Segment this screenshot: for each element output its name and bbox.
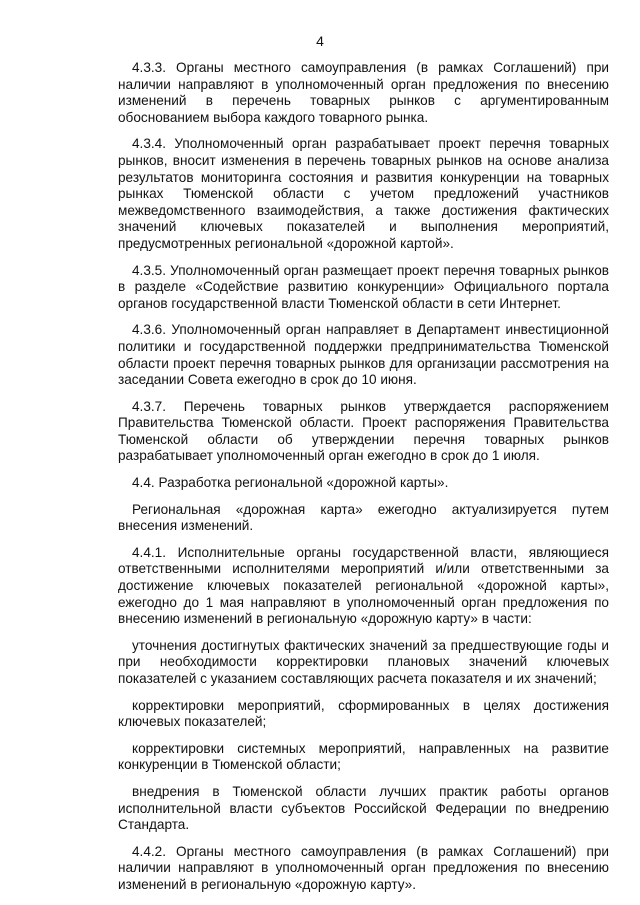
paragraph-4-4-2: 4.4.2. Органы местного самоуправления (в рамках Соглашений) при наличии направляют в уполномоченный орган предложения по внесению изменений в региональную «дорожную карту». (118, 843, 609, 892)
paragraph-4-3-7: 4.3.7. Перечень товарных рынков утверждается распоряжением Правительства Тюменской области. Проект распоряжения Правительства Тюменской области об утверждении перечня товарных рынков разрабатывает уполномоченный орган ежегодно в срок до 1 июля. (118, 398, 609, 464)
list-item-system-measures: корректировки системных мероприятий, направленных на развитие конкуренции в Тюменской области; (118, 740, 609, 773)
paragraph-4-3-6: 4.3.6. Уполномоченный орган направляет в Департамент инвестиционной политики и государственной поддержки предпринимательства Тюменской области проект перечня товарных рынков для организации рассмотрения на заседании Совета ежегодно в срок до 10 июня. (118, 322, 609, 388)
paragraph-4-3-3: 4.3.3. Органы местного самоуправления (в рамках Соглашений) при наличии направляют в уполномоченный орган предложения по внесению изменений в перечень товарных рынков с аргументированным обоснованием выбора каждого товарного рынка. (118, 60, 609, 125)
page-number: 4 (316, 33, 324, 49)
paragraph-4-4-intro: Региональная «дорожная карта» ежегодно актуализируется путем внесения изменений. (118, 501, 609, 534)
paragraph-4-4-1: 4.4.1. Исполнительные органы государственной власти, являющиеся ответственными исполнителями мероприятий и/или ответственными за достижение ключевых показателей региональной «дорожной карты», ежегодно до 1 мая направляют в уполномоченный орган предложения по внесению изменений в региональную «дорожную карту» в части: (118, 544, 609, 627)
paragraph-4-3-5: 4.3.5. Уполномоченный орган размещает проект перечня товарных рынков в разделе «Содействие развитию конкуренции» Официального портала органов государственной власти Тюменской области в сети Интернет. (118, 262, 609, 311)
document-body (118, 60, 609, 904)
section-heading-4-4: 4.4. Разработка региональной «дорожной карты». (132, 475, 449, 491)
list-item-best-practices: внедрения в Тюменской области лучших практик работы органов исполнительной власти субъектов Российской Федерации по внедрению Стандарта. (118, 783, 609, 833)
list-item-actual-values: уточнения достигнутых фактических значений за предшествующие годы и при необходимости корректировки плановых значений ключевых показателей с указанием составляющих расчета показателя и их значений; (118, 637, 609, 686)
list-item-measures: корректировки мероприятий, сформированных в целях достижения ключевых показателей; (118, 697, 609, 730)
paragraph-4-3-4: 4.3.4. Уполномоченный орган разрабатывает проект перечня товарных рынков, вносит изменения в перечень товарных рынков на основе анализа результатов мониторинга состояния и развития конкуренции на товарных рынках Тюменской области с учетом предложений участников межведомственного взаимодействия, а также достижения фактических значений ключевых показателей и выполнения мероприятий, предусмотренных региональной «дорожной картой». (118, 136, 609, 251)
